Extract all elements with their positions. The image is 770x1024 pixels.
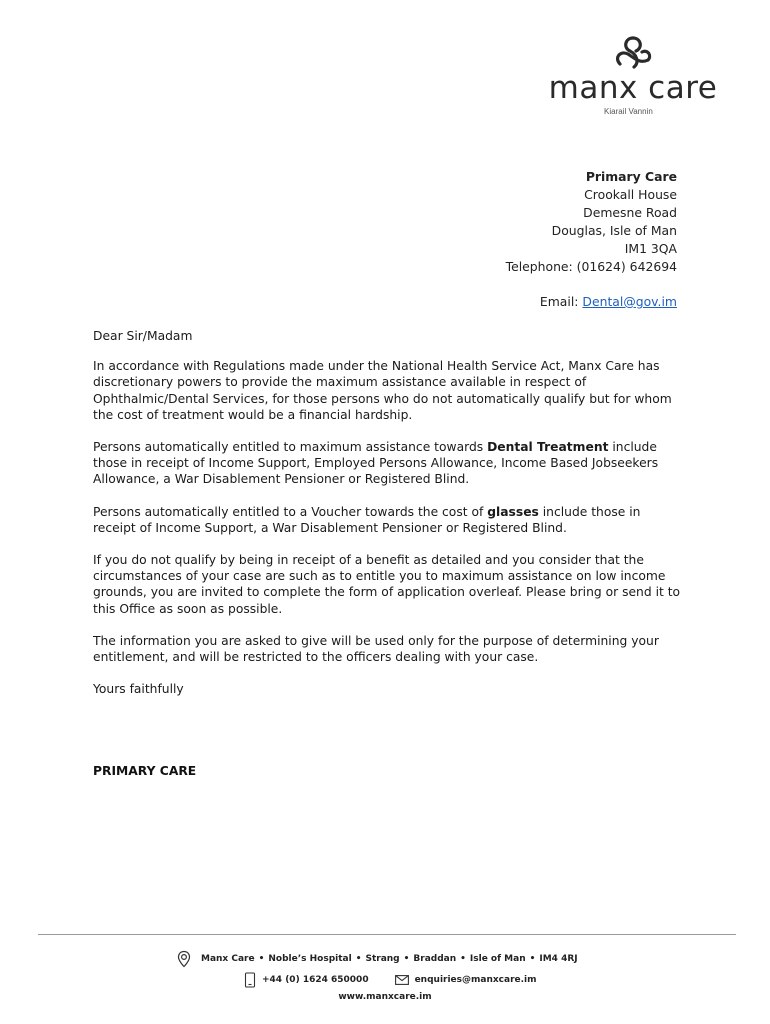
paragraph-5: The information you are asked to give will be used only for the purpose of determining your entitlement, and will be restricted to the officers dealing with your case. xyxy=(93,633,659,665)
dental-treatment-emphasis: Dental Treatment xyxy=(487,440,609,455)
email-line xyxy=(506,293,677,311)
letter-body xyxy=(93,328,685,713)
phone-icon xyxy=(244,972,256,988)
greeting: Dear Sir/Madam xyxy=(93,329,193,343)
address-line: Crookall House xyxy=(584,187,677,202)
paragraph-4: If you do not qualify by being in receipt of a benefit as detailed and you consider that the circumstances of your case are such as to entitle you to maximum assistance on low income grounds, you are invited to complete the form of application overleaf. Please bring or send it to this Office as soon as possible. xyxy=(93,553,681,616)
footer-website[interactable]: www.manxcare.im xyxy=(338,992,432,1002)
signature: PRIMARY CARE xyxy=(93,764,197,778)
footer-divider xyxy=(38,934,736,935)
manx-care-emblem-icon xyxy=(610,34,656,72)
paragraph-3: Persons automatically entitled to a Voucher towards the cost of glasses include those in receipt of Income Support, a War Disablement Pensioner or Registered Blind. xyxy=(93,504,641,535)
address-line: Demesne Road xyxy=(583,205,677,220)
logo-wordmark: manx care xyxy=(548,70,718,106)
location-pin-icon xyxy=(175,950,193,968)
closing: Yours faithfully xyxy=(93,682,184,697)
sender-org: Primary Care xyxy=(585,169,677,184)
sender-address xyxy=(506,168,677,311)
footer-email[interactable]: enquiries@manxcare.im xyxy=(414,975,537,985)
envelope-icon xyxy=(395,975,409,985)
paragraph-1: In accordance with Regulations made under the National Health Service Act, Manx Care has discretionary powers to provide the maximum assistance available in respect of Ophthalmic/Dental Services, for those persons who do not automatically qualify but for whom the cost of treatment would be a financial hardship. xyxy=(93,359,672,422)
manx-care-logo xyxy=(548,34,718,116)
address-line: IM1 3QA xyxy=(624,241,677,256)
email-label: Email: xyxy=(539,294,579,309)
glasses-emphasis: glasses xyxy=(487,504,539,519)
telephone-line: Telephone: (01624) 642694 xyxy=(505,259,677,274)
paragraph-2: Persons automatically entitled to maximum assistance towards Dental Treatment include those in receipt of Income Support, Employed Persons Allowance, Income Based Jobseekers Allowance, a War Disablement Pensioner or Registered Blind. xyxy=(93,440,659,487)
logo-tagline: Kiarail Vannin xyxy=(604,107,653,116)
footer-phone: +44 (0) 1624 650000 xyxy=(262,975,369,985)
footer-address: Manx Care • Noble’s Hospital • Strang • Braddan • Isle of Man • IM4 4RJ xyxy=(201,954,578,964)
address-line: Douglas, Isle of Man xyxy=(551,223,677,238)
email-link[interactable]: Dental@gov.im xyxy=(582,294,677,309)
